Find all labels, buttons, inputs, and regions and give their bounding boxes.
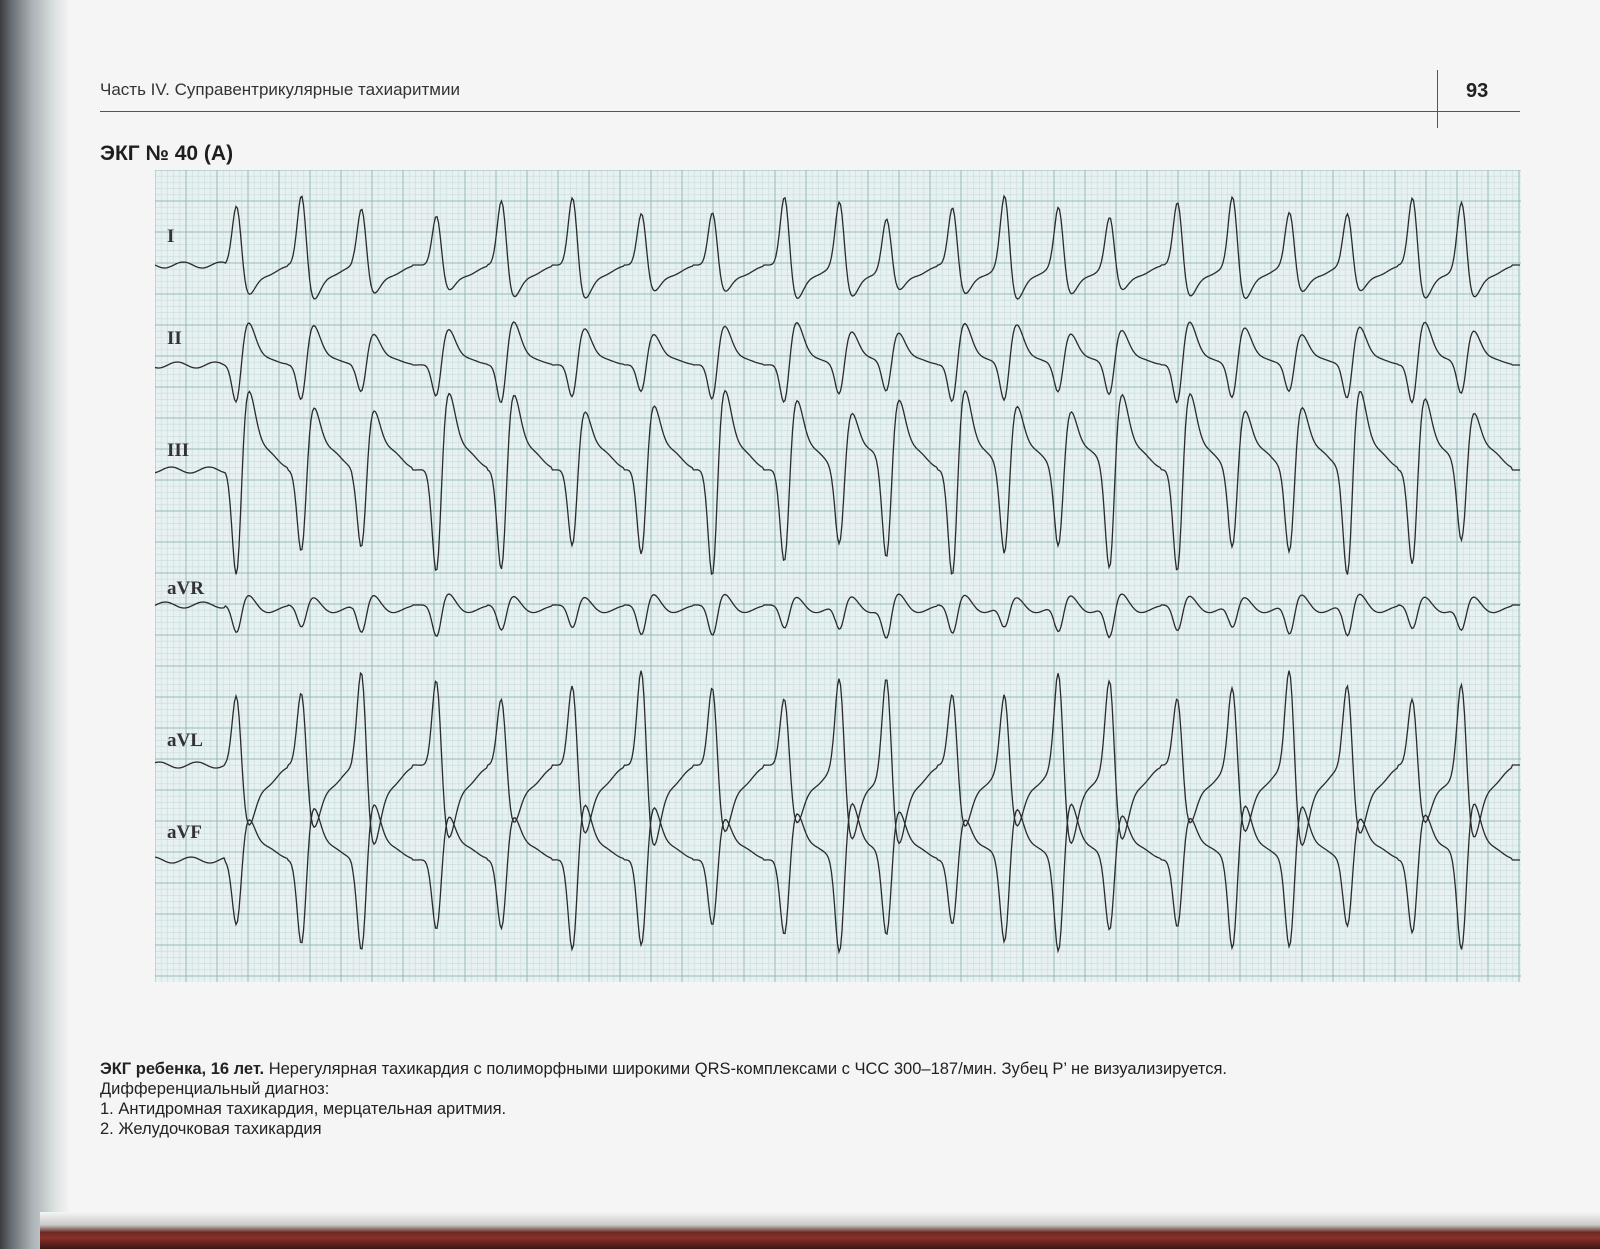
caption-differential-heading: Дифференциальный диагноз: <box>100 1080 330 1098</box>
header-vertical-rule <box>1437 70 1438 128</box>
lead-label-ii: II <box>167 328 182 349</box>
page-number: 93 <box>1466 80 1489 102</box>
figure-title: ЭКГ № 40 (A) <box>100 142 234 165</box>
lead-label-i: I <box>167 226 175 247</box>
ecg-strip <box>155 170 1521 982</box>
running-head: Часть IV. Суправентрикулярные тахиаритмии <box>100 80 460 99</box>
book-bottom-edge <box>40 1212 1600 1249</box>
book-spine-shadow <box>0 0 70 1249</box>
lead-label-avr: aVR <box>167 578 204 599</box>
header-rule <box>100 111 1520 112</box>
ecg-grid <box>155 170 1521 982</box>
caption-lead-in: ЭКГ ребенка, 16 лет. <box>100 1060 265 1078</box>
figure-caption <box>100 1059 1520 1139</box>
lead-label-avf: aVF <box>167 822 202 843</box>
lead-label-iii: III <box>167 440 190 461</box>
caption-line-1 <box>100 1059 1520 1079</box>
caption-item-1: 1. Антидромная тахикардия, мерцательная аритмия. <box>100 1100 507 1118</box>
lead-label-avl: aVL <box>167 730 203 751</box>
caption-description: Нерегулярная тахикардия с полиморфными широкими QRS-комплексами с ЧСС 300–187/мин. Зубец P’ не визуализируется. <box>268 1060 1227 1078</box>
caption-item-2: 2. Желудочковая тахикардия <box>100 1120 322 1138</box>
